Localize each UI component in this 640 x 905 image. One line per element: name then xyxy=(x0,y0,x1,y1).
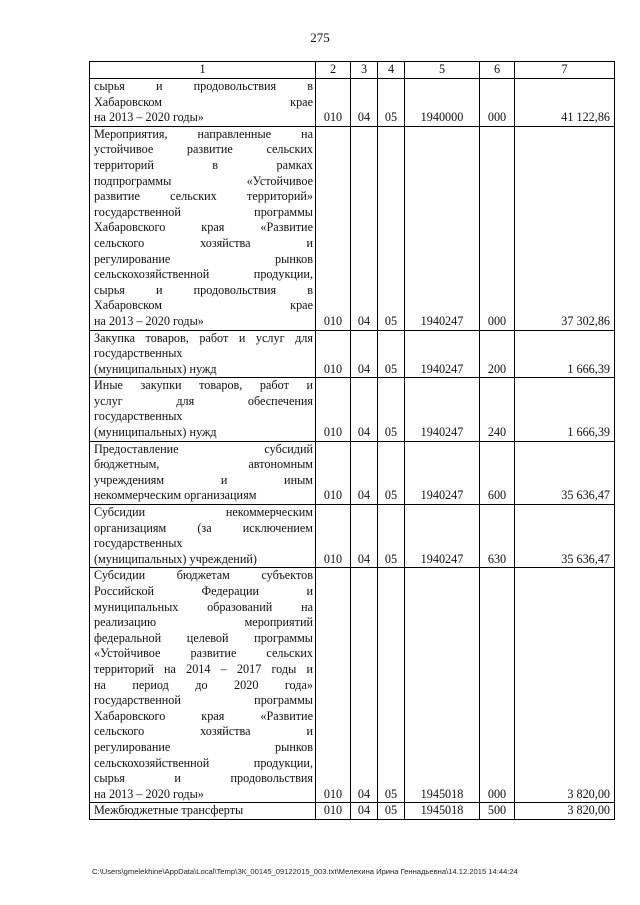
row-name-cell xyxy=(90,441,316,504)
expense-type-cell: 630 xyxy=(480,505,515,568)
row-name-line: государственных xyxy=(94,346,183,361)
row-name-line: Хабаровском крае xyxy=(94,298,313,313)
row-name-line: развитие сельских территорий» xyxy=(94,189,313,204)
section-code-cell: 04 xyxy=(351,330,378,378)
header-cell: 2 xyxy=(316,62,351,79)
header-cell: 5 xyxy=(405,62,480,79)
row-name-line: регулирование рынков xyxy=(94,251,313,266)
expense-type-cell: 000 xyxy=(480,568,515,803)
row-name-line: (муниципальных) учреждений) xyxy=(94,551,257,566)
row-name-line: сельскохозяйственной продукции, xyxy=(94,755,313,770)
section-code-cell: 04 xyxy=(351,126,378,330)
expense-type-cell: 240 xyxy=(480,378,515,441)
table-row xyxy=(90,803,615,820)
target-article-cell: 1940247 xyxy=(405,505,480,568)
row-name-line: Хабаровском крае xyxy=(94,94,313,109)
row-name-line: на 2013 – 2020 годы» xyxy=(94,313,204,328)
ministry-code-cell: 010 xyxy=(316,505,351,568)
table-row xyxy=(90,505,615,568)
row-name-line: сельского хозяйства и xyxy=(94,724,313,739)
subsection-code-cell: 05 xyxy=(378,79,405,127)
target-article-cell: 1940247 xyxy=(405,126,480,330)
row-name-line: Хабаровского края «Развитие xyxy=(94,220,313,235)
ministry-code-cell: 010 xyxy=(316,441,351,504)
section-code-cell: 04 xyxy=(351,378,378,441)
subsection-code-cell: 05 xyxy=(378,803,405,820)
row-name-line: организациям (за исключением xyxy=(94,520,313,535)
row-name-line: Межбюджетные трансферты xyxy=(94,803,244,818)
ministry-code-cell: 010 xyxy=(316,803,351,820)
row-name-line: «Устойчивое развитие сельских xyxy=(94,646,313,661)
row-name-line: Субсидии некоммерческим xyxy=(94,505,313,520)
amount-cell: 1 666,39 xyxy=(515,330,615,378)
row-name-line: сырья и продовольствия xyxy=(94,771,313,786)
header-cell: 1 xyxy=(90,62,316,79)
subsection-code-cell: 05 xyxy=(378,330,405,378)
expense-type-cell: 000 xyxy=(480,126,515,330)
row-name-line: (муниципальных) нужд xyxy=(94,361,217,376)
row-name-line: на 2013 – 2020 годы» xyxy=(94,786,204,801)
row-name-cell xyxy=(90,126,316,330)
amount-cell: 3 820,00 xyxy=(515,803,615,820)
amount-cell: 35 636,47 xyxy=(515,441,615,504)
budget-table xyxy=(89,61,615,820)
row-name-cell xyxy=(90,378,316,441)
file-path-footer: C:\Users\gmelekhine\AppData\Local\Temp\ЗК_00145_09122015_003.txt\Мелехина Ирина Геннадьевна\14.12.2015 14:44:24 xyxy=(92,867,518,876)
ministry-code-cell: 010 xyxy=(316,79,351,127)
row-name-line: услуг для обеспечения xyxy=(94,393,313,408)
target-article-cell: 1940247 xyxy=(405,441,480,504)
row-name-cell xyxy=(90,330,316,378)
row-name-line: на период до 2020 года» xyxy=(94,677,313,692)
expense-type-cell: 000 xyxy=(480,79,515,127)
section-code-cell: 04 xyxy=(351,568,378,803)
amount-cell: 1 666,39 xyxy=(515,378,615,441)
table-header-row xyxy=(90,62,615,79)
header-cell: 6 xyxy=(480,62,515,79)
row-name-line: территорий на 2014 – 2017 годы и xyxy=(94,661,313,676)
table-row xyxy=(90,79,615,127)
row-name-line: регулирование рынков xyxy=(94,739,313,754)
ministry-code-cell: 010 xyxy=(316,568,351,803)
ministry-code-cell: 010 xyxy=(316,330,351,378)
row-name-cell xyxy=(90,79,316,127)
table-row xyxy=(90,441,615,504)
table-row xyxy=(90,330,615,378)
section-code-cell: 04 xyxy=(351,803,378,820)
row-name-line: бюджетным, автономным xyxy=(94,457,313,472)
row-name-line: государственной программы xyxy=(94,693,313,708)
expense-type-cell: 600 xyxy=(480,441,515,504)
row-name-line: Предоставление субсидий xyxy=(94,441,313,456)
amount-cell: 37 302,86 xyxy=(515,126,615,330)
row-name-line: государственных xyxy=(94,409,183,424)
target-article-cell: 1940000 xyxy=(405,79,480,127)
row-name-line: территорий в рамках xyxy=(94,157,313,172)
row-name-line: (муниципальных) нужд xyxy=(94,425,217,440)
amount-cell: 3 820,00 xyxy=(515,568,615,803)
row-name-line: государственной программы xyxy=(94,204,313,219)
section-code-cell: 04 xyxy=(351,441,378,504)
row-name-line: Российской Федерации и xyxy=(94,584,313,598)
table-row xyxy=(90,378,615,441)
row-name-line: Закупка товаров, работ и услуг для xyxy=(94,330,313,345)
header-cell: 4 xyxy=(378,62,405,79)
expense-type-cell: 200 xyxy=(480,330,515,378)
target-article-cell: 1940247 xyxy=(405,378,480,441)
table-row xyxy=(90,568,615,803)
subsection-code-cell: 05 xyxy=(378,126,405,330)
row-name-line: муниципальных образований на xyxy=(94,599,313,614)
row-name-cell xyxy=(90,568,316,803)
row-name-line: сырья и продовольствия в xyxy=(94,282,313,297)
row-name-line: на 2013 – 2020 годы» xyxy=(94,110,204,125)
amount-cell: 41 122,86 xyxy=(515,79,615,127)
row-name-line: Хабаровского края «Развитие xyxy=(94,708,313,723)
ministry-code-cell: 010 xyxy=(316,378,351,441)
subsection-code-cell: 05 xyxy=(378,505,405,568)
target-article-cell: 1945018 xyxy=(405,803,480,820)
row-name-line: учреждениям и иным xyxy=(94,472,313,487)
target-article-cell: 1940247 xyxy=(405,330,480,378)
table-row xyxy=(90,126,615,330)
row-name-line: Мероприятия, направленные на xyxy=(94,126,313,141)
row-name-line: государственных xyxy=(94,536,183,551)
row-name-line: федеральной целевой программы xyxy=(94,630,313,645)
section-code-cell: 04 xyxy=(351,505,378,568)
row-name-line: сельского хозяйства и xyxy=(94,235,313,250)
section-code-cell: 04 xyxy=(351,79,378,127)
header-cell: 3 xyxy=(351,62,378,79)
expense-type-cell: 500 xyxy=(480,803,515,820)
row-name-line: устойчивое развитие сельских xyxy=(94,142,313,157)
row-name-line: реализацию мероприятий xyxy=(94,615,313,630)
subsection-code-cell: 05 xyxy=(378,441,405,504)
row-name-cell xyxy=(90,505,316,568)
row-name-line: подпрограммы «Устойчивое xyxy=(94,173,313,188)
ministry-code-cell: 010 xyxy=(316,126,351,330)
subsection-code-cell: 05 xyxy=(378,378,405,441)
row-name-line: сельскохозяйственной продукции, xyxy=(94,267,313,282)
row-name-line: некоммерческим организациям xyxy=(94,488,257,503)
header-cell: 7 xyxy=(515,62,615,79)
page-number: 275 xyxy=(310,30,330,45)
row-name-line: сырья и продовольствия в xyxy=(94,79,313,93)
subsection-code-cell: 05 xyxy=(378,568,405,803)
row-name-cell xyxy=(90,803,316,820)
row-name-line: Иные закупки товаров, работ и xyxy=(94,378,313,393)
amount-cell: 35 636,47 xyxy=(515,505,615,568)
row-name-line: Субсидии бюджетам субъектов xyxy=(94,568,313,583)
target-article-cell: 1945018 xyxy=(405,568,480,803)
